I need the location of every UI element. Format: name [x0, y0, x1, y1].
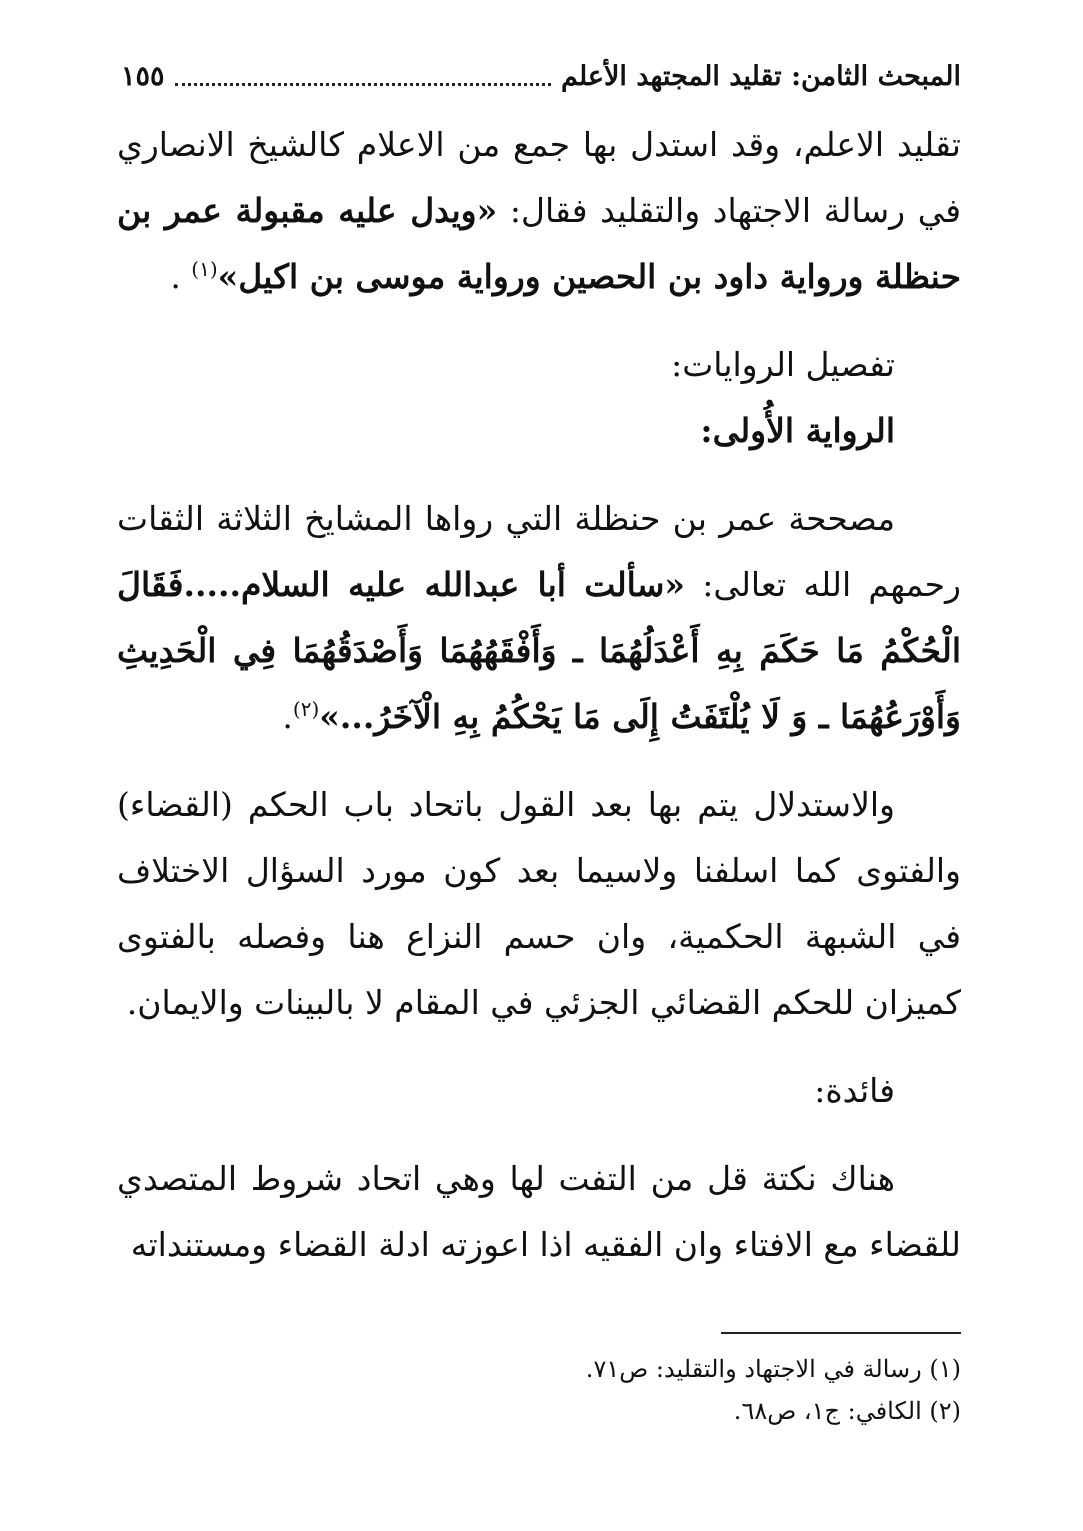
paragraph-intro-text: تقليد الاعلم، وقد استدل بها جمع من الاعلام كالشيخ الانصاري في رسالة الاجتهاد والتقليد فقال:	[117, 125, 961, 230]
paragraph-narration-text: مصححة عمر بن حنظلة التي رواها المشايخ الثلاثة الثقات رحمهم الله تعالى:	[117, 499, 961, 604]
paragraph-narration	[117, 486, 961, 750]
spacer	[117, 1036, 961, 1058]
paragraph-intro	[117, 112, 961, 310]
running-title: المبحث الثامن: تقليد المجتهد الأعلم	[561, 60, 961, 92]
footnote-ref-1: (١)	[191, 257, 218, 281]
footnote-separator	[721, 1332, 961, 1334]
leader-dots	[175, 83, 551, 86]
footnote-1: (١) رسالة في الاجتهاد والتقليد: ص٧١.	[585, 1355, 961, 1383]
footnotes	[117, 1348, 961, 1432]
footnote-2: (٢) الكافي: ج١، ص٦٨.	[733, 1397, 961, 1425]
spacer	[117, 464, 961, 486]
paragraph-argument: والاستدلال يتم بها بعد القول باتحاد باب الحكم (القضاء) والفتوى كما اسلفنا ولاسيما بعد كون مورد السؤال الاختلاف في الشبهة الحكمية، وان حسم النزاع هنا وفصله بالفتوى كميزان للحكم القضائي الجزئي في المقام لا بالبينات والايمان.	[117, 785, 961, 1022]
paragraph-benefit: هناك نكتة قل من التفت لها وهي اتحاد شروط المتصدي للقضاء مع الافتاء وان الفقيه اذا اعوزته ادلة القضاء ومستنداته	[117, 1159, 961, 1264]
main-text	[117, 112, 961, 1278]
paragraph-intro-end: .	[170, 257, 192, 296]
paragraph-narration-end: .	[282, 697, 293, 736]
quote-ansari: «ويدل عليه مقبولة عمر بن حنظلة ورواية داود بن الحصين ورواية موسى بن اكيل»	[117, 191, 961, 296]
quote-hadith: «سألت أبا عبدالله عليه السلام.....فَقَالَ الْحُكْمُ مَا حَكَمَ بِهِ أَعْدَلُهُمَا ـ وَأَفْقَهُهُمَا وَأَصْدَقُهُمَا فِي الْحَدِيثِ وَأَوْرَعُهُمَا ـ وَ لَا يُلْتَفَتُ إِلَى مَا يَحْكُمُ بِهِ الْآخَرُ...»	[117, 565, 961, 736]
section-heading-benefit: فائدة:	[814, 1071, 895, 1110]
spacer	[117, 1124, 961, 1146]
section-heading-first-narration: الرواية الأُولى:	[700, 411, 895, 450]
page-number: ١٥٥	[121, 60, 165, 92]
section-heading-details: تفصيل الروايات:	[671, 345, 895, 384]
footnote-ref-2: (٢)	[292, 697, 320, 721]
page-header	[121, 52, 961, 100]
spacer	[117, 310, 961, 332]
spacer	[117, 750, 961, 772]
